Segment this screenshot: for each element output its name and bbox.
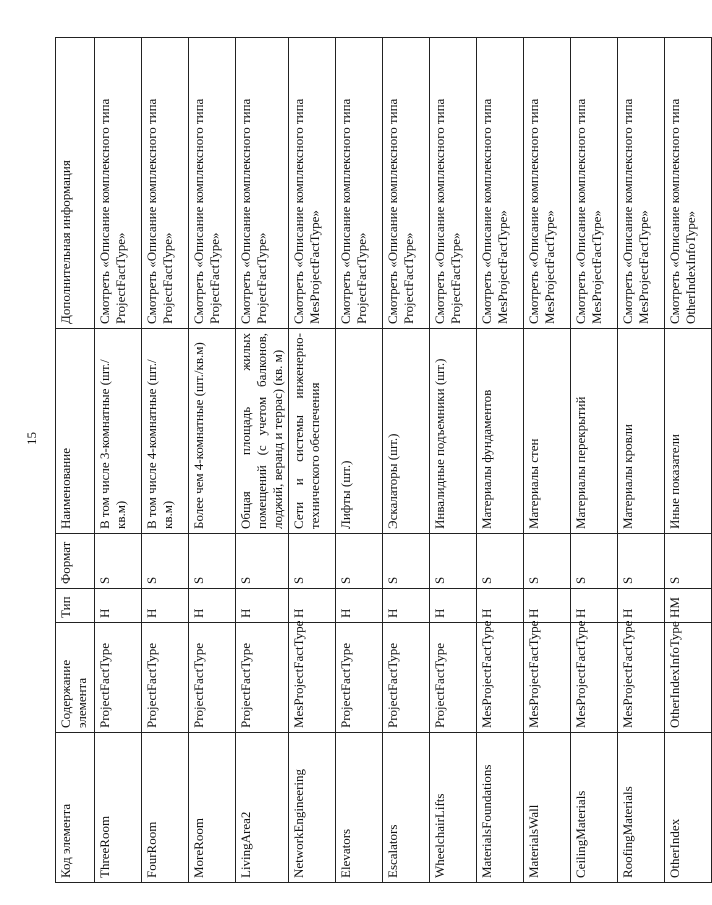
table-row	[430, 38, 477, 883]
cell-name: Эскалаторы (шт.)	[383, 329, 430, 534]
cell-content: ProjectFactType	[95, 623, 142, 733]
cell-name: Сети и системы инженерно-технического обеспечения	[289, 329, 336, 534]
cell-format: S	[336, 534, 383, 589]
cell-code: WheelchairLifts	[430, 733, 477, 883]
cell-code: OtherIndex	[665, 733, 712, 883]
cell-type: Н	[95, 589, 142, 623]
table-row	[665, 38, 712, 883]
header-name: Наименование	[56, 329, 95, 534]
table-row	[618, 38, 665, 883]
cell-content: ProjectFactType	[336, 623, 383, 733]
cell-type: Н	[430, 589, 477, 623]
cell-type: Н	[336, 589, 383, 623]
cell-code: CeilingMaterials	[571, 733, 618, 883]
cell-info: Смотреть «Описание комплексного типа MesProjectFactType»	[477, 38, 524, 329]
element-description-table	[55, 37, 712, 883]
cell-code: Elevators	[336, 733, 383, 883]
cell-format: S	[95, 534, 142, 589]
cell-type: Н	[236, 589, 289, 623]
header-element-code: Код элемента	[56, 733, 95, 883]
cell-format: S	[383, 534, 430, 589]
header-additional-info: Дополнительная информация	[56, 38, 95, 329]
cell-name: Материалы фундаментов	[477, 329, 524, 534]
cell-type: Н	[477, 589, 524, 623]
cell-content: ProjectFactType	[236, 623, 289, 733]
cell-content: MesProjectFactType	[571, 623, 618, 733]
cell-type: НМ	[665, 589, 712, 623]
cell-info: Смотреть «Описание комплексного типа MesProjectFactType»	[289, 38, 336, 329]
cell-content: ProjectFactType	[142, 623, 189, 733]
cell-name: В том числе 3-комнатные (шт./кв.м)	[95, 329, 142, 534]
table-header-row	[56, 38, 95, 883]
cell-name: В том числе 4-комнатные (шт./кв.м)	[142, 329, 189, 534]
cell-name: Иные показатели	[665, 329, 712, 534]
cell-format: S	[477, 534, 524, 589]
table-row	[383, 38, 430, 883]
table-row	[289, 38, 336, 883]
cell-content: ProjectFactType	[383, 623, 430, 733]
cell-code: ThreeRoom	[95, 733, 142, 883]
table-row	[336, 38, 383, 883]
cell-code: RoofingMaterials	[618, 733, 665, 883]
cell-name: Лифты (шт.)	[336, 329, 383, 534]
cell-type: Н	[571, 589, 618, 623]
table-row	[524, 38, 571, 883]
table-row	[189, 38, 236, 883]
cell-format: S	[189, 534, 236, 589]
cell-info: Смотреть «Описание комплексного типа ProjectFactType»	[189, 38, 236, 329]
cell-code: Escalators	[383, 733, 430, 883]
cell-format: S	[524, 534, 571, 589]
cell-content: MesProjectFactType	[618, 623, 665, 733]
cell-content: MesProjectFactType	[477, 623, 524, 733]
cell-name: Общая площадь жилых помещений (с учетом балконов, лоджий, веранд и террас) (кв. м)	[236, 329, 289, 534]
cell-info: Смотреть «Описание комплексного типа MesProjectFactType»	[524, 38, 571, 329]
cell-code: FourRoom	[142, 733, 189, 883]
header-element-content: Содержание элемента	[56, 623, 95, 733]
cell-info: Смотреть «Описание комплексного типа ProjectFactType»	[383, 38, 430, 329]
cell-name: Материалы кровли	[618, 329, 665, 534]
header-type: Тип	[56, 589, 95, 623]
table-row	[95, 38, 142, 883]
cell-format: S	[571, 534, 618, 589]
cell-info: Смотреть «Описание комплексного типа ProjectFactType»	[430, 38, 477, 329]
cell-type: Н	[383, 589, 430, 623]
cell-info: Смотреть «Описание комплексного типа ProjectFactType»	[95, 38, 142, 329]
cell-name: Инвалидные подъемники (шт.)	[430, 329, 477, 534]
cell-content: MesProjectFactType	[524, 623, 571, 733]
document-table-container	[55, 38, 698, 883]
cell-code: LivingArea2	[236, 733, 289, 883]
cell-name: Материалы перекрытий	[571, 329, 618, 534]
cell-format: S	[142, 534, 189, 589]
cell-info: Смотреть «Описание комплексного типа MesProjectFactType»	[571, 38, 618, 329]
cell-code: NetworkEngineering	[289, 733, 336, 883]
header-format: Формат	[56, 534, 95, 589]
cell-format: S	[618, 534, 665, 589]
cell-type: Н	[189, 589, 236, 623]
cell-content: OtherIndexInfoType	[665, 623, 712, 733]
cell-format: S	[430, 534, 477, 589]
cell-type: Н	[289, 589, 336, 623]
table-row	[571, 38, 618, 883]
cell-type: Н	[618, 589, 665, 623]
cell-code: MaterialsFoundations	[477, 733, 524, 883]
cell-info: Смотреть «Описание комплексного типа ProjectFactType»	[236, 38, 289, 329]
cell-content: ProjectFactType	[430, 623, 477, 733]
table-row	[477, 38, 524, 883]
cell-type: Н	[142, 589, 189, 623]
cell-name: Материалы стен	[524, 329, 571, 534]
cell-info: Смотреть «Описание комплексного типа ProjectFactType»	[142, 38, 189, 329]
cell-code: MoreRoom	[189, 733, 236, 883]
cell-format: S	[289, 534, 336, 589]
cell-info: Смотреть «Описание комплексного типа OtherIndexInfoType»	[665, 38, 712, 329]
cell-format: S	[236, 534, 289, 589]
cell-content: MesProjectFactType	[289, 623, 336, 733]
page-number: 15	[24, 432, 39, 445]
cell-type: Н	[524, 589, 571, 623]
cell-info: Смотреть «Описание комплексного типа MesProjectFactType»	[618, 38, 665, 329]
cell-code: MaterialsWall	[524, 733, 571, 883]
cell-info: Смотреть «Описание комплексного типа ProjectFactType»	[336, 38, 383, 329]
cell-name: Более чем 4-комнатные (шт./кв.м)	[189, 329, 236, 534]
table-row	[142, 38, 189, 883]
cell-content: ProjectFactType	[189, 623, 236, 733]
table-row	[236, 38, 289, 883]
cell-format: S	[665, 534, 712, 589]
